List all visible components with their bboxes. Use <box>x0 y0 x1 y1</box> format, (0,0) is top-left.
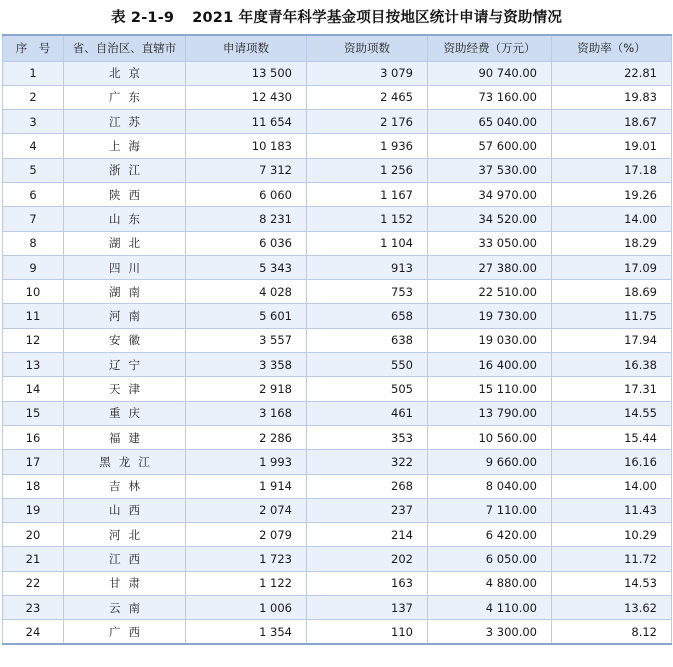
cell-applied: 5 343 <box>186 255 307 279</box>
table-row <box>3 207 672 231</box>
cell-applied: 2 918 <box>186 377 307 401</box>
cell-region: 福建 <box>64 425 186 449</box>
cell-index: 9 <box>3 255 64 279</box>
cell-funded: 550 <box>307 353 428 377</box>
table-row <box>3 61 672 85</box>
cell-region: 辽宁 <box>64 353 186 377</box>
table-row <box>3 110 672 134</box>
cell-region: 河南 <box>64 304 186 328</box>
cell-rate: 11.43 <box>552 498 672 522</box>
cell-funding: 7 110.00 <box>428 498 552 522</box>
cell-rate: 19.01 <box>552 134 672 158</box>
cell-funding: 13 790.00 <box>428 401 552 425</box>
cell-funding: 34 520.00 <box>428 207 552 231</box>
cell-funding: 90 740.00 <box>428 61 552 85</box>
cell-index: 12 <box>3 328 64 352</box>
cell-funded: 913 <box>307 255 428 279</box>
cell-funding: 6 050.00 <box>428 547 552 571</box>
cell-rate: 14.53 <box>552 571 672 595</box>
cell-index: 6 <box>3 182 64 206</box>
cell-index: 19 <box>3 498 64 522</box>
cell-funded: 2 465 <box>307 85 428 109</box>
table-row <box>3 353 672 377</box>
table-row <box>3 255 672 279</box>
cell-funded: 322 <box>307 450 428 474</box>
table-number: 表 2-1-9 <box>110 10 175 26</box>
cell-funding: 27 380.00 <box>428 255 552 279</box>
cell-region: 江西 <box>64 547 186 571</box>
cell-rate: 11.72 <box>552 547 672 571</box>
cell-applied: 1 122 <box>186 571 307 595</box>
cell-rate: 17.09 <box>552 255 672 279</box>
table-row <box>3 304 672 328</box>
region-statistics-table <box>2 34 672 645</box>
cell-rate: 16.16 <box>552 450 672 474</box>
cell-rate: 13.62 <box>552 596 672 620</box>
cell-rate: 11.75 <box>552 304 672 328</box>
cell-region: 上海 <box>64 134 186 158</box>
cell-rate: 14.00 <box>552 474 672 498</box>
cell-index: 13 <box>3 353 64 377</box>
cell-applied: 2 079 <box>186 523 307 547</box>
cell-index: 14 <box>3 377 64 401</box>
cell-rate: 17.94 <box>552 328 672 352</box>
table-row <box>3 85 672 109</box>
table-row <box>3 401 672 425</box>
cell-rate: 17.31 <box>552 377 672 401</box>
cell-applied: 6 060 <box>186 182 307 206</box>
cell-funded: 2 176 <box>307 110 428 134</box>
cell-region: 江苏 <box>64 110 186 134</box>
cell-rate: 18.69 <box>552 280 672 304</box>
cell-index: 21 <box>3 547 64 571</box>
cell-rate: 14.55 <box>552 401 672 425</box>
table-row <box>3 280 672 304</box>
table-caption: 2021 年度青年科学基金项目按地区统计申请与资助情况 <box>192 10 563 26</box>
cell-funded: 110 <box>307 620 428 644</box>
cell-funded: 1 152 <box>307 207 428 231</box>
cell-index: 8 <box>3 231 64 255</box>
cell-region: 北京 <box>64 61 186 85</box>
col-header-funding: 资助经费（万元） <box>428 35 552 61</box>
cell-funded: 638 <box>307 328 428 352</box>
cell-rate: 19.83 <box>552 85 672 109</box>
cell-region: 云南 <box>64 596 186 620</box>
cell-funded: 214 <box>307 523 428 547</box>
cell-applied: 13 500 <box>186 61 307 85</box>
cell-index: 16 <box>3 425 64 449</box>
cell-funded: 353 <box>307 425 428 449</box>
cell-region: 广西 <box>64 620 186 644</box>
cell-index: 20 <box>3 523 64 547</box>
cell-applied: 8 231 <box>186 207 307 231</box>
cell-applied: 2 286 <box>186 425 307 449</box>
table-row <box>3 328 672 352</box>
table-row <box>3 134 672 158</box>
table-row <box>3 450 672 474</box>
table-title <box>0 0 673 34</box>
cell-funded: 237 <box>307 498 428 522</box>
cell-funding: 10 560.00 <box>428 425 552 449</box>
cell-funded: 1 104 <box>307 231 428 255</box>
cell-region: 天津 <box>64 377 186 401</box>
cell-applied: 4 028 <box>186 280 307 304</box>
cell-region: 重庆 <box>64 401 186 425</box>
cell-index: 10 <box>3 280 64 304</box>
cell-rate: 14.00 <box>552 207 672 231</box>
table-header <box>3 35 672 61</box>
cell-region: 吉林 <box>64 474 186 498</box>
cell-region: 浙江 <box>64 158 186 182</box>
cell-index: 1 <box>3 61 64 85</box>
cell-funded: 461 <box>307 401 428 425</box>
cell-index: 5 <box>3 158 64 182</box>
cell-funding: 57 600.00 <box>428 134 552 158</box>
table-row <box>3 425 672 449</box>
cell-applied: 3 557 <box>186 328 307 352</box>
table-row <box>3 596 672 620</box>
cell-applied: 1 914 <box>186 474 307 498</box>
table-row <box>3 158 672 182</box>
cell-funding: 6 420.00 <box>428 523 552 547</box>
cell-funded: 268 <box>307 474 428 498</box>
cell-applied: 12 430 <box>186 85 307 109</box>
cell-rate: 10.29 <box>552 523 672 547</box>
cell-region: 湖南 <box>64 280 186 304</box>
col-header-applied: 申请项数 <box>186 35 307 61</box>
cell-funded: 3 079 <box>307 61 428 85</box>
cell-rate: 8.12 <box>552 620 672 644</box>
cell-funding: 73 160.00 <box>428 85 552 109</box>
col-header-rate: 资助率（%） <box>552 35 672 61</box>
cell-region: 山西 <box>64 498 186 522</box>
cell-index: 17 <box>3 450 64 474</box>
table-body <box>3 61 672 644</box>
cell-applied: 3 358 <box>186 353 307 377</box>
cell-region: 河北 <box>64 523 186 547</box>
cell-applied: 1 723 <box>186 547 307 571</box>
cell-index: 22 <box>3 571 64 595</box>
cell-index: 11 <box>3 304 64 328</box>
cell-region: 陕西 <box>64 182 186 206</box>
cell-applied: 6 036 <box>186 231 307 255</box>
cell-rate: 18.29 <box>552 231 672 255</box>
cell-index: 24 <box>3 620 64 644</box>
cell-rate: 19.26 <box>552 182 672 206</box>
cell-region: 黑龙江 <box>64 450 186 474</box>
cell-applied: 2 074 <box>186 498 307 522</box>
col-header-region: 省、自治区、直辖市 <box>64 35 186 61</box>
cell-applied: 1 993 <box>186 450 307 474</box>
cell-rate: 16.38 <box>552 353 672 377</box>
cell-region: 四川 <box>64 255 186 279</box>
cell-funded: 1 256 <box>307 158 428 182</box>
table-row <box>3 377 672 401</box>
cell-funding: 19 030.00 <box>428 328 552 352</box>
cell-applied: 1 354 <box>186 620 307 644</box>
cell-funded: 202 <box>307 547 428 571</box>
cell-funding: 37 530.00 <box>428 158 552 182</box>
cell-index: 4 <box>3 134 64 158</box>
cell-funding: 19 730.00 <box>428 304 552 328</box>
table-row <box>3 498 672 522</box>
cell-rate: 22.81 <box>552 61 672 85</box>
table-row <box>3 182 672 206</box>
cell-funded: 1 167 <box>307 182 428 206</box>
cell-funded: 505 <box>307 377 428 401</box>
cell-rate: 17.18 <box>552 158 672 182</box>
cell-funding: 33 050.00 <box>428 231 552 255</box>
table-row <box>3 523 672 547</box>
cell-funded: 658 <box>307 304 428 328</box>
cell-funded: 1 936 <box>307 134 428 158</box>
cell-funding: 9 660.00 <box>428 450 552 474</box>
cell-applied: 10 183 <box>186 134 307 158</box>
cell-applied: 11 654 <box>186 110 307 134</box>
cell-rate: 15.44 <box>552 425 672 449</box>
cell-rate: 18.67 <box>552 110 672 134</box>
cell-funding: 34 970.00 <box>428 182 552 206</box>
cell-funding: 4 110.00 <box>428 596 552 620</box>
table-row <box>3 474 672 498</box>
table-row <box>3 547 672 571</box>
cell-region: 湖北 <box>64 231 186 255</box>
cell-funding: 3 300.00 <box>428 620 552 644</box>
cell-index: 2 <box>3 85 64 109</box>
table-row <box>3 231 672 255</box>
cell-region: 山东 <box>64 207 186 231</box>
table-row <box>3 571 672 595</box>
col-header-index: 序 号 <box>3 35 64 61</box>
cell-index: 18 <box>3 474 64 498</box>
cell-funding: 65 040.00 <box>428 110 552 134</box>
table-row <box>3 620 672 644</box>
cell-index: 15 <box>3 401 64 425</box>
cell-applied: 1 006 <box>186 596 307 620</box>
cell-funded: 137 <box>307 596 428 620</box>
cell-index: 23 <box>3 596 64 620</box>
cell-funding: 4 880.00 <box>428 571 552 595</box>
cell-region: 安徽 <box>64 328 186 352</box>
cell-funding: 8 040.00 <box>428 474 552 498</box>
cell-index: 7 <box>3 207 64 231</box>
cell-funding: 22 510.00 <box>428 280 552 304</box>
cell-funded: 753 <box>307 280 428 304</box>
cell-applied: 5 601 <box>186 304 307 328</box>
cell-region: 甘肃 <box>64 571 186 595</box>
cell-applied: 7 312 <box>186 158 307 182</box>
cell-region: 广东 <box>64 85 186 109</box>
cell-funding: 16 400.00 <box>428 353 552 377</box>
cell-funding: 15 110.00 <box>428 377 552 401</box>
cell-index: 3 <box>3 110 64 134</box>
col-header-funded: 资助项数 <box>307 35 428 61</box>
cell-funded: 163 <box>307 571 428 595</box>
cell-applied: 3 168 <box>186 401 307 425</box>
